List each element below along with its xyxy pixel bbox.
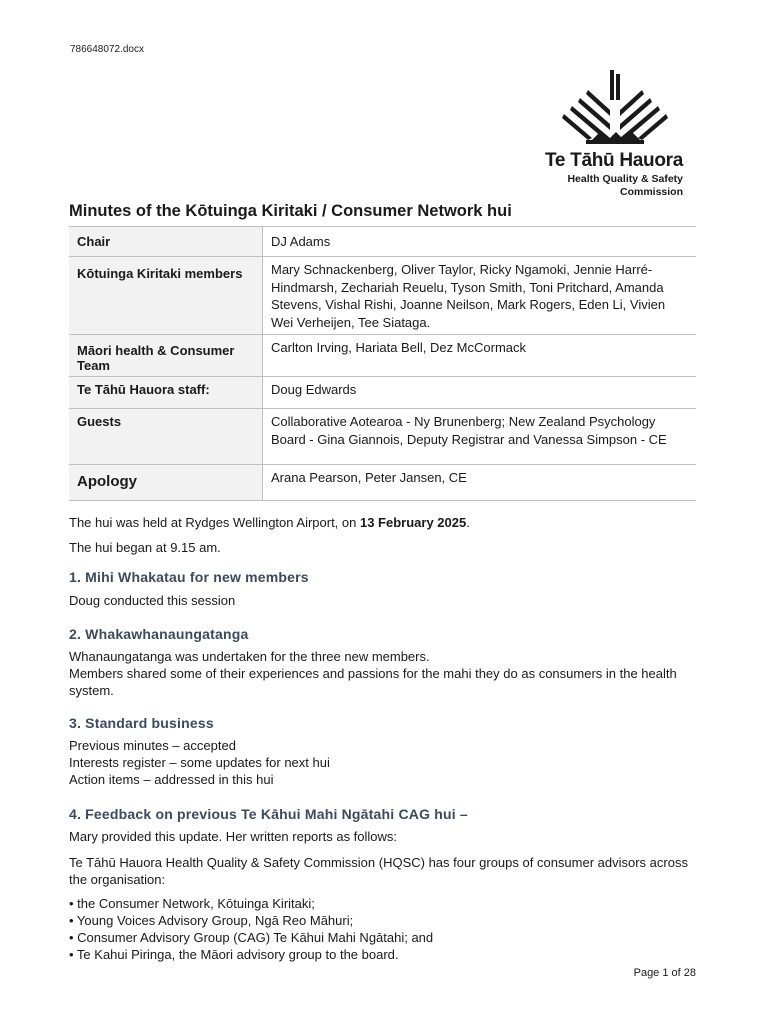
section-line: Interests register – some updates for next hui <box>69 755 330 770</box>
row-label: Te Tāhū Hauora staff: <box>69 377 263 409</box>
row-value: DJ Adams <box>271 234 331 249</box>
section-line: Members shared some of their experiences and passions for the mahi they do as consumers in the health system. <box>69 666 677 698</box>
table-row <box>69 465 696 501</box>
section-body <box>69 648 699 699</box>
table-row <box>69 227 696 257</box>
section-body <box>69 828 699 845</box>
table-row <box>69 377 696 409</box>
logo-subtitle-line1: Health Quality & Safety <box>567 173 683 185</box>
row-value: Arana Pearson, Peter Jansen, CE <box>271 470 467 485</box>
row-value: Mary Schnackenberg, Oliver Taylor, Ricky Ngamoki, Jennie Harré-Hindmarsh, Zechariah Reuelu, Tyson Smith, Toni Pritchard, Amanda Stevens, Vishal Rishi, Joanne Neilson, Mark Rogers, Eden Li, Vivien Wei Verheijen, Tee Siataga. <box>271 262 666 330</box>
venue-text: The hui was held at Rydges Wellington Airport, on <box>69 515 360 530</box>
section-heading: 4. Feedback on previous Te Kāhui Mahi Ngātahi CAG hui – <box>69 806 468 822</box>
list-item: • the Consumer Network, Kōtuinga Kiritaki; <box>69 896 315 911</box>
hqsc-paragraph: Te Tāhū Hauora Health Quality & Safety Commission (HQSC) has four groups of consumer advisors across the organisation: <box>69 855 688 887</box>
venue-suffix: . <box>466 515 470 530</box>
logo-name: Te Tāhū Hauora <box>545 150 683 171</box>
table-row <box>69 409 696 465</box>
start-time-paragraph: The hui began at 9.15 am. <box>69 540 221 555</box>
table-row <box>69 257 696 335</box>
list-item: • Young Voices Advisory Group, Ngā Reo Māhuri; <box>69 913 354 928</box>
document-title: Minutes of the Kōtuinga Kiritaki / Consumer Network hui <box>69 202 512 220</box>
row-value: Collaborative Aotearoa - Ny Brunenberg; New Zealand Psychology Board - Gina Giannois, Deputy Registrar and Vanessa Simpson - CE <box>271 414 667 447</box>
section-heading: 3. Standard business <box>69 715 214 731</box>
advisory-groups-list <box>69 895 699 963</box>
page-number: Page 1 of 28 <box>633 967 696 979</box>
row-value: Doug Edwards <box>271 382 357 397</box>
row-value: Carlton Irving, Hariata Bell, Dez McCormack <box>271 340 527 355</box>
venue-date: 13 February 2025 <box>359 515 467 530</box>
list-item: • Consumer Advisory Group (CAG) Te Kāhui Mahi Ngātahi; and <box>69 930 434 945</box>
attendance-table <box>69 226 696 501</box>
section-line: Action items – addressed in this hui <box>69 772 274 787</box>
section-body <box>69 592 699 609</box>
section-body <box>69 737 699 788</box>
row-label: Guests <box>69 409 263 465</box>
row-label: Kōtuinga Kiritaki members <box>69 257 263 335</box>
section-heading: 1. Mihi Whakatau for new members <box>69 569 309 585</box>
document-filename: 786648072.docx <box>70 44 144 55</box>
section-line: Doug conducted this session <box>69 593 236 608</box>
row-label: Chair <box>69 227 263 257</box>
section-line: Mary provided this update. Her written reports as follows: <box>69 829 398 844</box>
logo-subtitle-line2: Commission <box>619 186 683 198</box>
table-row <box>69 335 696 377</box>
section-heading: 2. Whakawhanaungatanga <box>69 626 249 642</box>
row-label: Māori health & Consumer Team <box>69 335 263 377</box>
row-label: Apology <box>69 465 263 501</box>
section-line: Previous minutes – accepted <box>69 738 236 753</box>
list-item: • Te Kahui Piringa, the Māori advisory group to the board. <box>69 947 399 962</box>
section-line: Whanaungatanga was undertaken for the three new members. <box>69 649 430 664</box>
venue-paragraph <box>69 514 699 531</box>
logo-subtitle <box>530 173 683 199</box>
